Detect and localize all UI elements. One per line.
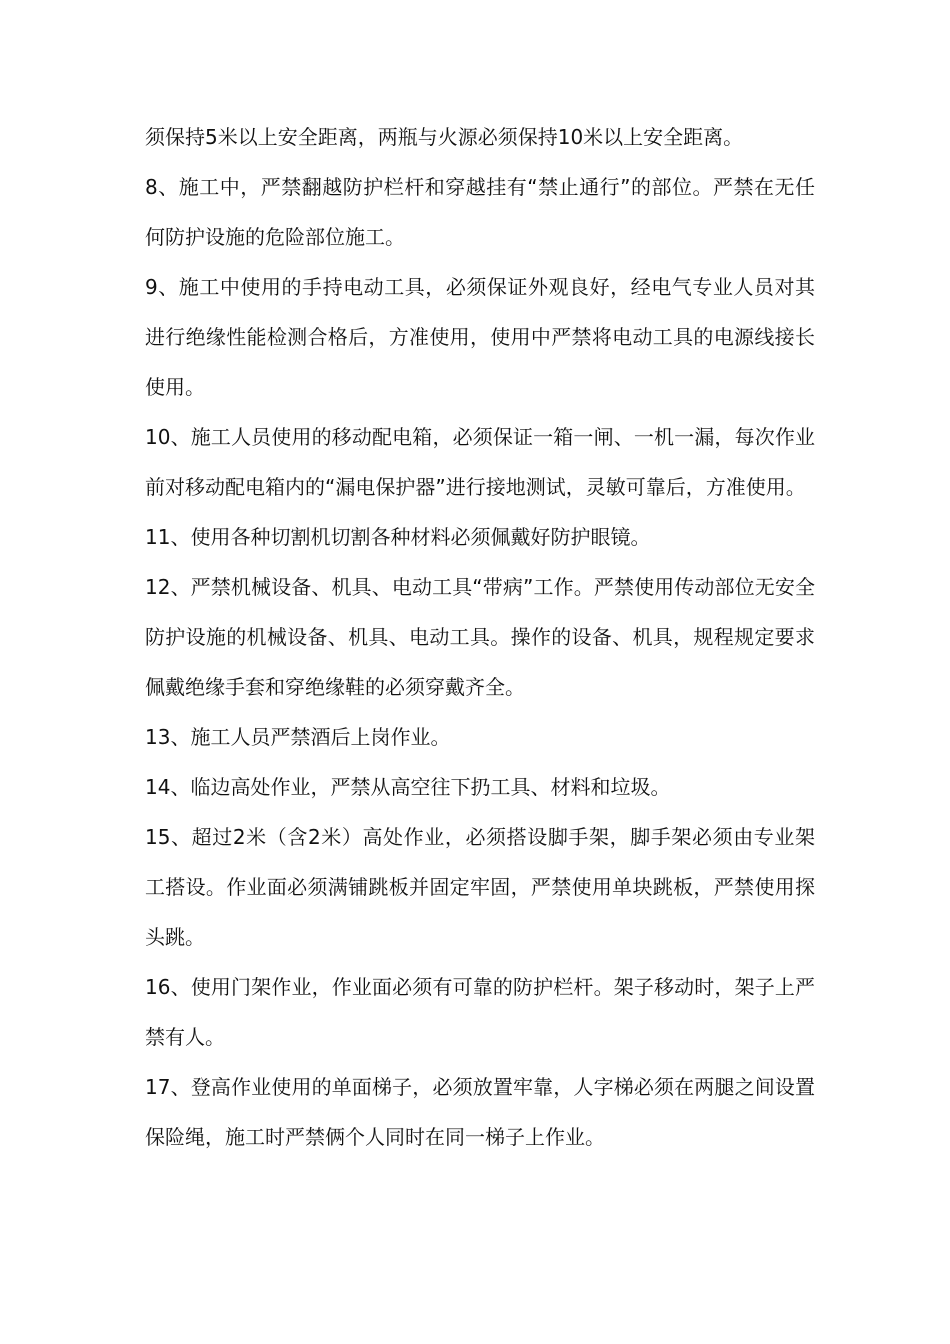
paragraph-item-14: 14、临边高处作业，严禁从高空往下扔工具、材料和垃圾。: [145, 775, 671, 799]
paragraph-item-15: 15、超过2米（含2米）高处作业，必须搭设脚手架，脚手架必须由专业架工搭设。作业面必须满铺跳板并固定牢固，严禁使用单块跳板，严禁使用探头跳。: [145, 825, 815, 949]
document-body: [145, 112, 815, 1162]
paragraph-item-10: 10、施工人员使用的移动配电箱，必须保证一箱一闸、一机一漏，每次作业前对移动配电箱内的“漏电保护器”进行接地测试，灵敏可靠后，方准使用。: [145, 425, 815, 499]
paragraph-item-16: 16、使用门架作业，作业面必须有可靠的防护栏杆。架子移动时，架子上严禁有人。: [145, 975, 815, 1049]
paragraph-item-17: 17、登高作业使用的单面梯子，必须放置牢靠，人字梯必须在两腿之间设置保险绳，施工时严禁俩个人同时在同一梯子上作业。: [145, 1075, 815, 1149]
paragraph-item-12: 12、严禁机械设备、机具、电动工具“带病”工作。严禁使用传动部位无安全防护设施的机械设备、机具、电动工具。操作的设备、机具，规程规定要求佩戴绝缘手套和穿绝缘鞋的必须穿戴齐全。: [145, 575, 815, 699]
paragraph-continuation: 须保持5米以上安全距离，两瓶与火源必须保持10米以上安全距离。: [145, 125, 744, 149]
paragraph-item-8: 8、施工中，严禁翻越防护栏杆和穿越挂有“禁止通行”的部位。严禁在无任何防护设施的危险部位施工。: [145, 175, 815, 249]
paragraph-item-9: 9、施工中使用的手持电动工具，必须保证外观良好，经电气专业人员对其进行绝缘性能检测合格后，方准使用，使用中严禁将电动工具的电源线接长使用。: [145, 275, 815, 399]
paragraph-item-13: 13、施工人员严禁酒后上岗作业。: [145, 725, 451, 749]
paragraph-item-11: 11、使用各种切割机切割各种材料必须佩戴好防护眼镜。: [145, 525, 651, 549]
